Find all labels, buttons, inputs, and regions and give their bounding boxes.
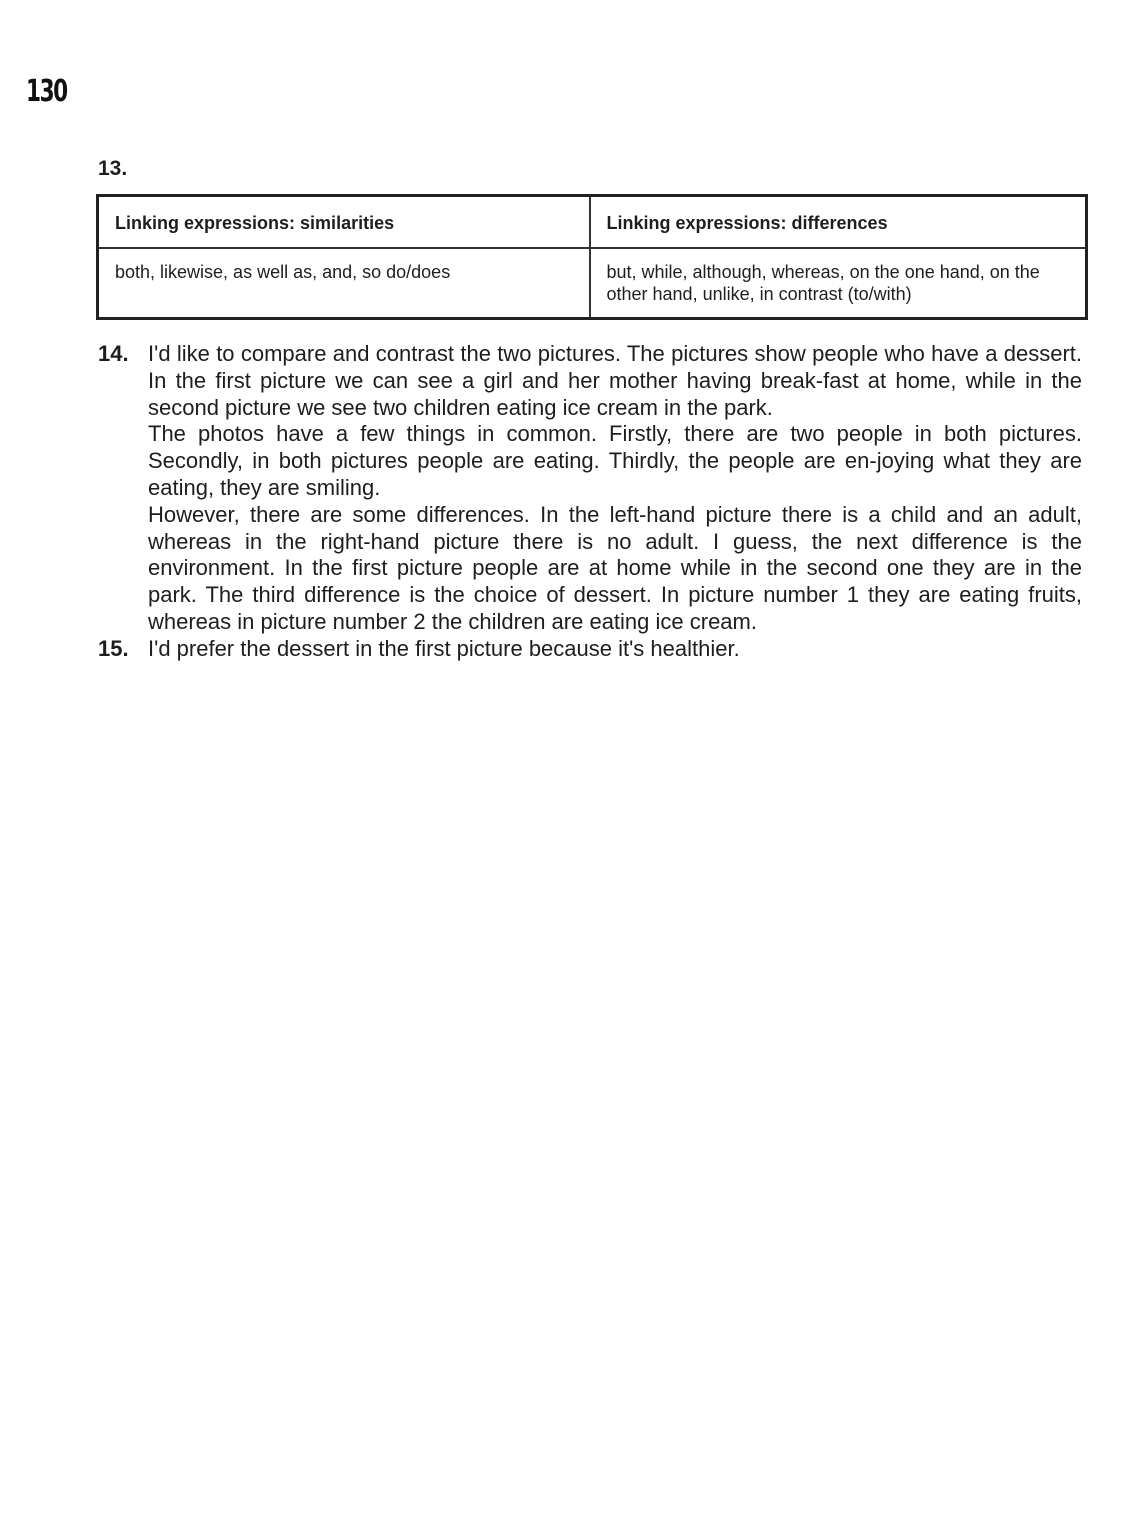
answers-section (98, 341, 1082, 663)
exercise-15-text: I'd prefer the dessert in the first picture because it's healthier. (148, 635, 740, 661)
page-number: 130 (26, 74, 67, 109)
exercise-14-paragraph-2: The photos have a few things in common. Firstly, there are two people in both pictures. Secondly, in both pictures people are eating. Thirdly, the people are en-joying what they are eating, they are smiling. (148, 421, 1082, 500)
exercise-13-label: 13. (98, 157, 128, 180)
exercise-14-paragraph-3: However, there are some differences. In the left-hand picture there is a child and an adult, whereas in the right-hand picture there is no adult. I guess, the next difference is the environment. In the first picture people are at home while in the second one they are in the park. The third difference is the choice of dessert. In picture number 1 they are eating fruits, whereas in picture number 2 the children are eating ice cream. (148, 501, 1082, 634)
table-header-similarities: Linking expressions: similarities (98, 196, 590, 249)
table-cell-differences: but, while, although, whereas, on the one hand, on the other hand, unlike, in contrast (to/with) (590, 248, 1087, 318)
table-header-differences: Linking expressions: differences (590, 196, 1087, 249)
exercise-14-paragraph-1: I'd like to compare and contrast the two pictures. The pictures show people who have a dessert. In the first picture we can see a girl and her mother having break-fast at home, while in the second picture we see two children eating ice cream in the park. (148, 341, 1082, 420)
table-header-row (98, 196, 1087, 249)
exercise-14-label: 14. (98, 341, 129, 366)
exercise-15 (98, 636, 1082, 663)
table-row (98, 248, 1087, 318)
linking-expressions-table (96, 194, 1088, 320)
exercise-15-label: 15. (98, 635, 129, 661)
table-cell-similarities: both, likewise, as well as, and, so do/does (98, 248, 590, 318)
exercise-14 (98, 341, 1082, 636)
